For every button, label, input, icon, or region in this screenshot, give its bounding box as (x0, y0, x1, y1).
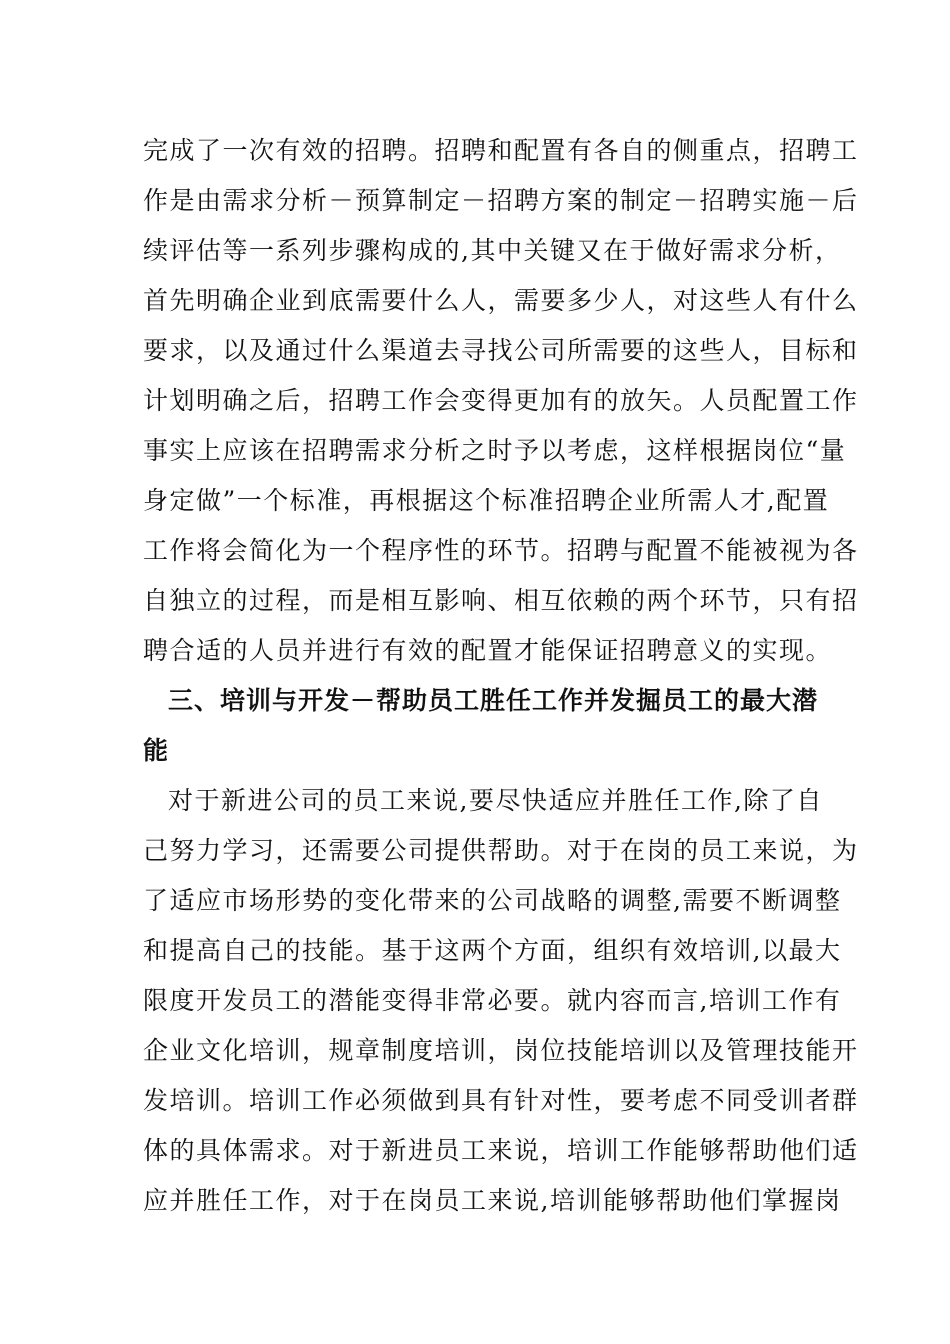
paragraph-2-line: 了适应市场形势的变化带来的公司战略的调整,需要不断调整 (143, 886, 842, 915)
paragraph-1-line: 事实上应该在招聘需求分析之时予以考虑，这样根据岗位“量 (143, 436, 847, 465)
paragraph-2-line: 限度开发员工的潜能变得非常必要。就内容而言,培训工作有 (143, 986, 842, 1015)
paragraph-1-line: 续评估等一系列步骤构成的,其中关键又在于做好需求分析， (143, 236, 842, 265)
paragraph-1-line: 首先明确企业到底需要什么人，需要多少人，对这些人有什么 (143, 286, 859, 315)
paragraph-1-line: 完成了一次有效的招聘。招聘和配置有各自的侧重点，招聘工 (143, 136, 859, 165)
paragraph-1-line: 身定做”一个标准，再根据这个标准招聘企业所需人才,配置 (143, 486, 830, 515)
paragraph-1-line: 计划明确之后，招聘工作会变得更加有的放矢。人员配置工作 (143, 386, 859, 415)
paragraph-1-line: 要求，以及通过什么渠道去寻找公司所需要的这些人，目标和 (143, 336, 859, 365)
section-heading: 三、培训与开发－帮助员工胜任工作并发掘员工的最大潜 (168, 686, 819, 715)
paragraph-1-line: 聘合适的人员并进行有效的配置才能保证招聘意义的实现。 (143, 636, 833, 665)
paragraph-1-line: 作是由需求分析－预算制定－招聘方案的制定－招聘实施－后 (143, 186, 859, 215)
paragraph-2-line: 对于新进公司的员工来说,要尽快适应并胜任工作,除了自 (168, 786, 823, 815)
paragraph-2-line: 发培训。培训工作必须做到具有针对性，要考虑不同受训者群 (143, 1086, 859, 1115)
paragraph-2-line: 应并胜任工作，对于在岗员工来说,培训能够帮助他们掌握岗 (143, 1186, 842, 1215)
paragraph-2-line: 和提高自己的技能。基于这两个方面，组织有效培训,以最大 (143, 936, 842, 965)
section-heading-continued: 能 (143, 736, 170, 765)
paragraph-2-line: 己努力学习，还需要公司提供帮助。对于在岗的员工来说，为 (143, 836, 859, 865)
paragraph-2-line: 体的具体需求。对于新进员工来说，培训工作能够帮助他们适 (143, 1136, 859, 1165)
paragraph-1-line: 工作将会简化为一个程序性的环节。招聘与配置不能被视为各 (143, 536, 859, 565)
paragraph-1-line: 自独立的过程，而是相互影响、相互依赖的两个环节，只有招 (143, 586, 859, 615)
paragraph-2-line: 企业文化培训，规章制度培训，岗位技能培训以及管理技能开 (143, 1036, 859, 1065)
